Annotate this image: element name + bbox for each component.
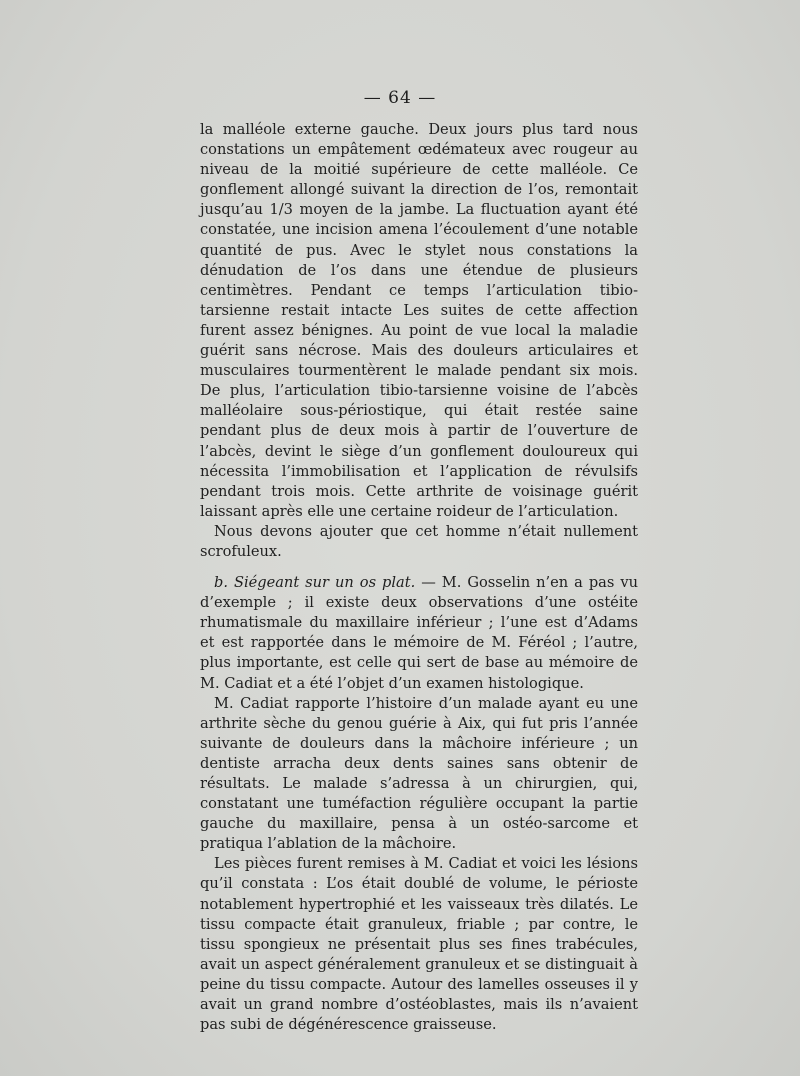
paragraph-5: Les pièces furent remises à M. Cadiat et voici les lésions qu’il constata : L’os était doublé de volume, le périoste notablement hypertrophié et les vaisseaux très dilatés. Le tissu compacte était granuleux, friable ; par contre, le tissu spongieux ne présentait plus ses fines trabécules, avait un aspect généralement granuleux et se distinguait à peine du tissu compacte. Autour des lamelles osseuses il y avait un grand nombre d’ostéoblastes, mais ils n’avaient pas subi de dégénérescence graisseuse. [200, 855, 638, 1034]
page-number: — 64 — [363, 88, 437, 108]
section-b-heading: b. Siégeant sur un os plat. [214, 574, 416, 592]
paragraph-3: M. Gosselin n’en a pas vu d’exemple ; il existe deux observations d’une ostéite rhumatismale du maxillaire inférieur ; l’une est d’Adams et est rapportée dans le mémoire de M. Féréol ; l’autre, plus importante, est celle qui sert de base au mémoire de M. Cadiat et a été l’objet d’un examen histologique. [200, 574, 638, 692]
paragraph-2: Nous devons ajouter que cet homme n’était nullement scrofuleux. [200, 522, 638, 560]
paragraph-section-b: b. Siégeant sur un os plat. — M. Gosselin n’en a pas vu d’exemple ; il existe deux observations d’une ostéite rhumatismale du maxillaire inférieur ; l’une est d’Adams et est rapportée dans le mémoire de M. Féréol ; l’autre, plus importante, est celle qui sert de base au mémoire de M. Cadiat et a été l’objet d’un examen histologique. [200, 574, 638, 692]
paragraph-4: M. Cadiat rapporte l’histoire d’un malade ayant eu une arthrite sèche du genou guérie à Aix, qui fut pris l’année suivante de douleurs dans la mâchoire inférieure ; un dentiste arracha deux dents saines sans obtenir de résultats. Le malade s’adressa à un chirurgien, qui, constatant une tuméfaction régulière occupant la partie gauche du maxillaire, pensa à un ostéo-sarcome et pratiqua l’ablation de la mâchoire. [200, 694, 638, 853]
body-text [200, 120, 638, 1035]
paragraph-1: la malléole externe gauche. Deux jours plus tard nous constations un empâtement œdémateux avec rougeur au niveau de la moitié supérieure de cette malléole. Ce gonflement allongé suivant la direction de l’os, remontait jusqu’au 1/3 moyen de la jambe. La fluctuation ayant été constatée, une incision amena l’écoulement d’une notable quantité de pus. Avec le stylet nous constations la dénudation de l’os dans une étendue de plusieurs centimètres. Pendant ce temps l’articulation tibio-tarsienne restait intacte Les suites de cette affection furent assez bénignes. Au point de vue local la maladie guérit sans nécrose. Mais des douleurs articulaires et musculaires tourmentèrent le malade pendant six mois. De plus, l’articulation tibio-tarsienne voisine de l’abcès malléolaire sous-périostique, qui était restée saine pendant plus de deux mois à partir de l’ouverture de l’abcès, devint le siège d’un gonflement douloureux qui nécessita l’immobilisation et l’application de révulsifs pendant trois mois. Cette arthrite de voisinage guérit laissant après elle une certaine roideur de l’articulation. [200, 121, 638, 520]
